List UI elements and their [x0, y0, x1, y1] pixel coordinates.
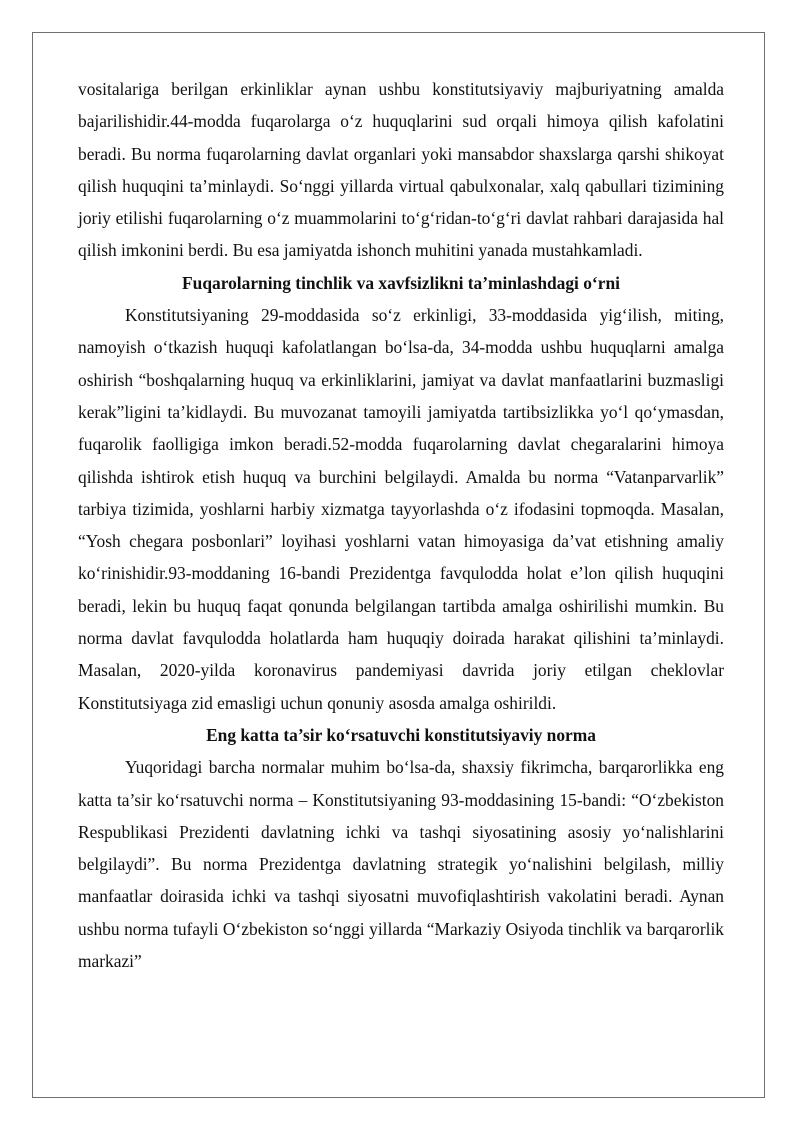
section-heading-peace-security: Fuqarolarning tinchlik va xavfsizlikni ta’minlashdagi o‘rni	[182, 272, 620, 293]
paragraph-continuation: vositalariga berilgan erkinliklar aynan ushbu konstitutsiyaviy majburiyatning amalda bajarilishidir.44-modda fuqarolarga o‘z huquqlarini sud orqali himoya qilish kafolatini beradi. Bu norma fuqarolarning davlat organlari yoki mansabdor shaxslarga qarshi shikoyat qilish huquqini ta’minlaydi. So‘nggi yillarda virtual qabulxonalar, xalq qabullari tizimining joriy etilishi fuqarolarning o‘z muammolarini to‘g‘ridan-to‘g‘ri davlat rahbari darajasida hal qilish imkonini berdi. Bu esa jamiyatda ishonch muhitini yanada mustahkamladi.	[78, 79, 724, 261]
paragraph-key-norm: Yuqoridagi barcha normalar muhim bo‘lsa-da, shaxsiy fikrimcha, barqarorlikka eng katta ta’sir ko‘rsatuvchi norma – Konstitutsiyaning 93-moddasining 15-bandi: “O‘zbekiston Respublikasi Prezidenti davlatning ichki va tashqi siyosatining asosiy yo‘nalishlarini belgilaydi”. Bu norma Prezidentga davlatning strategik yo‘nalishini belgilash, milliy manfaatlar doirasida ichki va tashqi siyosatni muvofiqlashtirish vakolatini beradi. Aynan ushbu norma tufayli O‘zbekiston so‘nggi yillarda “Markaziy Osiyoda tinchlik va barqarorlik markazi”	[78, 757, 724, 972]
section-heading-key-norm: Eng katta ta’sir ko‘rsatuvchi konstitutsiyaviy norma	[206, 724, 596, 745]
document-body	[78, 73, 724, 977]
paragraph-peace-security: Konstitutsiyaning 29-moddasida so‘z erkinligi, 33-moddasida yig‘ilish, miting, namoyish o‘tkazish huquqi kafolatlangan bo‘lsa-da, 34-modda ushbu huquqlarni amalga oshirish “boshqalarning huquq va erkinliklarini, jamiyat va davlat manfaatlarini buzmasligi kerak”ligini ta’kidlaydi. Bu muvozanat tamoyili jamiyatda tartibsizlikka yo‘l qo‘ymasdan, fuqarolik faolligiga imkon beradi.52-modda fuqarolarning davlat chegaralarini himoya qilishda ishtirok etish huquq va burchini belgilaydi. Amalda bu norma “Vatanparvarlik” tarbiya tizimida, yoshlarni harbiy xizmatga tayyorlashda o‘z ifodasini topmoqda. Masalan, “Yosh chegara posbonlari” loyihasi yoshlarni vatan himoyasiga da’vat etishning amaliy ko‘rinishidir.93-moddaning 16-bandi Prezidentga favqulodda holat e’lon qilish huquqini beradi, lekin bu huquq faqat qonunda belgilangan tartibda amalga oshirilishi mumkin. Bu norma davlat favqulodda holatlarda ham huquqiy doirada harakat qilishini ta’minlaydi. Masalan, 2020-yilda koronavirus pandemiyasi davrida joriy etilgan cheklovlar Konstitutsiyaga zid emasligi uchun qonuniy asosda amalga oshirildi.	[78, 305, 724, 713]
